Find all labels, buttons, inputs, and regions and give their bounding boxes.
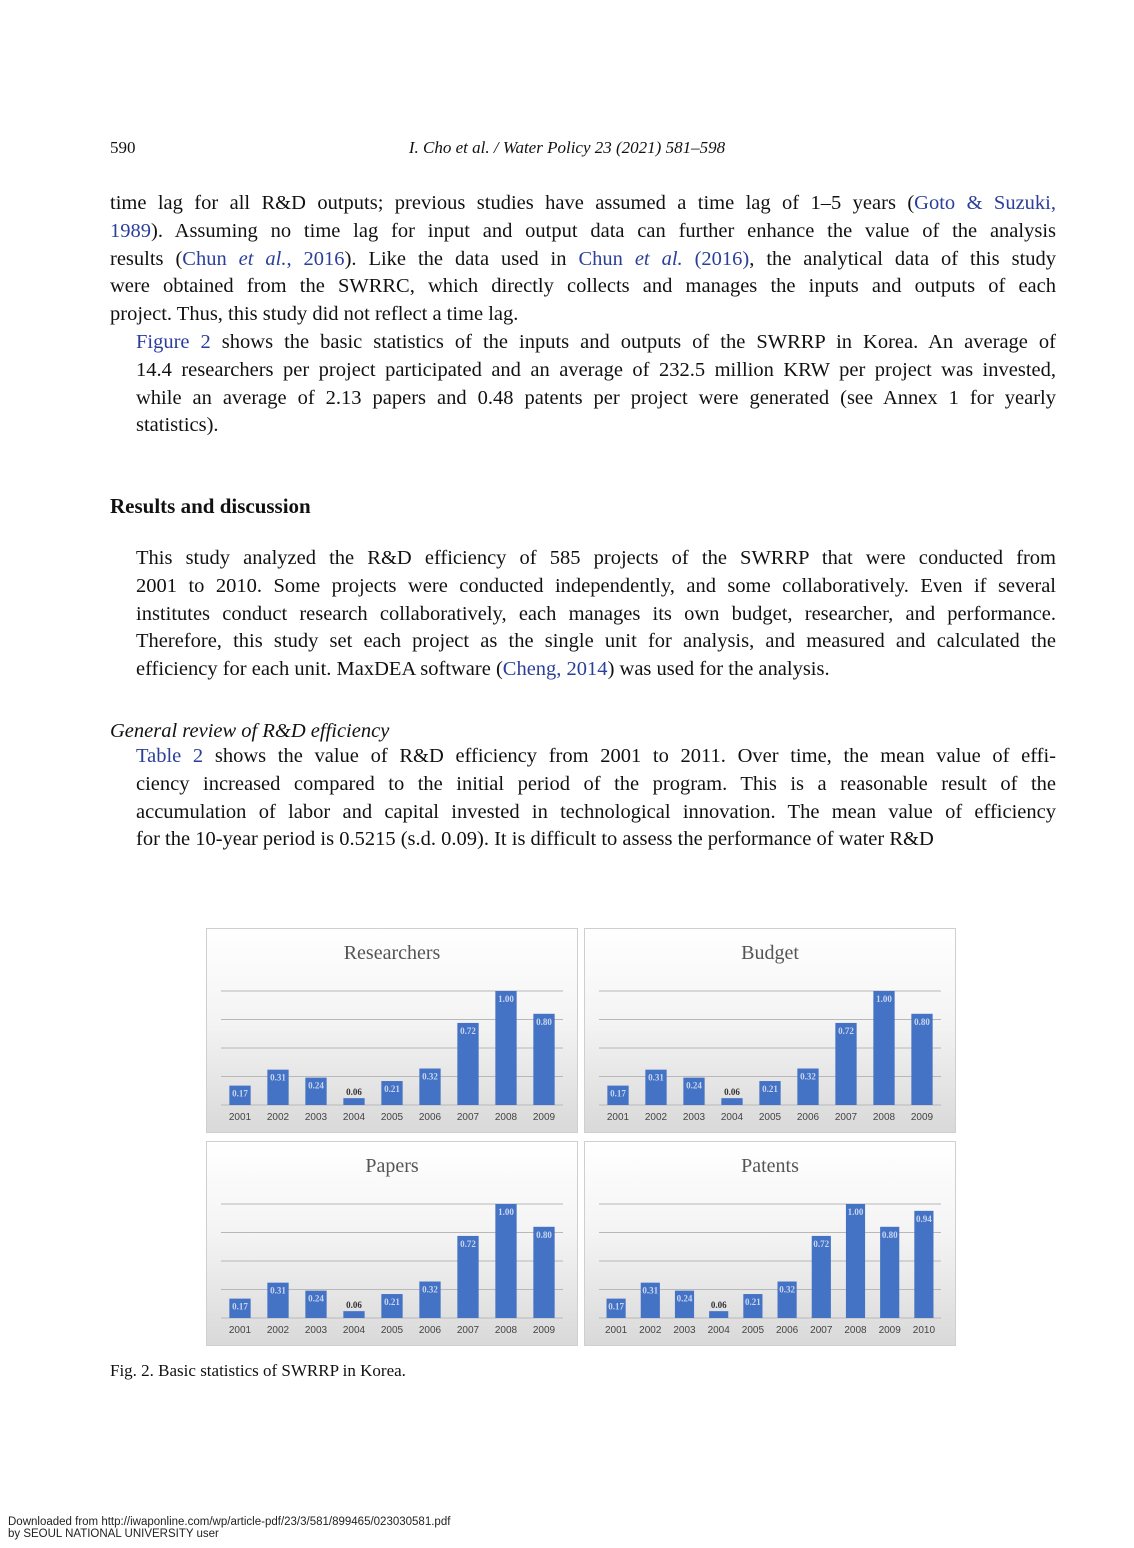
x-tick-label: 2009	[532, 1112, 556, 1123]
data-label: 0.21	[384, 1297, 400, 1308]
text-line	[110, 273, 1056, 301]
text-line	[110, 826, 1056, 854]
bar-2009	[533, 1227, 554, 1318]
data-label: 0.72	[460, 1238, 476, 1249]
data-label: 0.21	[762, 1084, 778, 1095]
data-label: 0.24	[308, 1293, 324, 1304]
paragraph-study-analysis	[110, 545, 1056, 684]
citation-link[interactable]: Goto & Suzuki,	[914, 192, 1056, 214]
data-label: 0.80	[881, 1229, 898, 1240]
chart-panel-patents	[584, 1141, 956, 1346]
x-tick-label: 2001	[606, 1112, 630, 1123]
text-run: ) was used for the analysis.	[607, 658, 830, 681]
running-header-citation: I. Cho et al. / Water Policy 23 (2021) 581–598	[408, 138, 726, 157]
figure-caption: Fig. 2. Basic statistics of SWRRP in Korea.	[110, 1361, 406, 1380]
chart-panel-researchers	[206, 928, 578, 1133]
x-tick-label: 2003	[682, 1112, 706, 1123]
x-tick-label: 2003	[304, 1325, 328, 1336]
data-label: 0.72	[838, 1025, 854, 1036]
citation-link[interactable]: Chun	[182, 247, 239, 270]
text-run: institutes conduct research collaboratively, each manages its own budget, researcher, and performance.	[136, 602, 1056, 625]
bar-2004	[343, 1311, 364, 1318]
x-tick-label: 2007	[456, 1325, 480, 1336]
bar-2004	[721, 1098, 742, 1105]
data-label: 0.31	[270, 1285, 286, 1296]
chart-title: Budget	[741, 942, 799, 964]
data-label: 1.00	[876, 994, 892, 1004]
x-tick-label: 2001	[604, 1325, 628, 1336]
x-tick-label: 2002	[266, 1325, 290, 1336]
data-label: 0.80	[536, 1016, 552, 1027]
text-run: time lag for all R&D outputs; previous studies have assumed a time lag of 1–5 years (	[110, 192, 915, 214]
paragraph-efficiency-review	[110, 743, 1056, 854]
x-tick-label: 2005	[380, 1325, 404, 1336]
citation-link[interactable]: , 2016	[286, 247, 345, 270]
x-tick-label: 2008	[494, 1112, 518, 1123]
x-tick-label: 2009	[910, 1112, 934, 1123]
x-tick-label: 2008	[872, 1112, 896, 1123]
bar-chart-svg	[585, 929, 955, 1132]
x-tick-label: 2005	[380, 1112, 404, 1123]
data-label: 0.24	[686, 1080, 702, 1091]
text-line	[110, 771, 1056, 799]
chart-title: Patents	[741, 1155, 799, 1177]
x-tick-label: 2001	[228, 1325, 252, 1336]
bar-2010	[914, 1211, 933, 1318]
bar-2008	[495, 1204, 516, 1318]
citation-link[interactable]: et al.	[238, 247, 287, 270]
data-label: 0.32	[779, 1284, 795, 1295]
data-label: 0.31	[270, 1072, 286, 1083]
data-label: 0.06	[346, 1087, 362, 1098]
x-tick-label: 2002	[266, 1112, 290, 1123]
data-label: 0.32	[800, 1071, 816, 1082]
text-run: ciency increased compared to the initial period of the program. This is a reasonable result of the	[136, 772, 1056, 795]
text-run: 2001 to 2010. Some projects were conducted independently, and some collaboratively. Even if several	[136, 574, 1056, 597]
x-tick-label: 2006	[796, 1112, 820, 1123]
x-tick-label: 2004	[707, 1325, 730, 1336]
x-tick-label: 2003	[304, 1112, 328, 1123]
citation-link[interactable]: Figure 2	[136, 331, 211, 353]
bar-2004	[709, 1311, 728, 1318]
data-label: 0.80	[914, 1016, 930, 1027]
x-tick-label: 2006	[418, 1112, 442, 1123]
text-line	[110, 601, 1056, 629]
text-run: ). Like the data used in	[344, 247, 579, 270]
x-tick-label: 2007	[456, 1112, 480, 1123]
x-tick-label: 2004	[720, 1112, 744, 1123]
text-line	[110, 799, 1056, 827]
text-line	[110, 357, 1056, 385]
section-heading: Results and discussion	[110, 494, 311, 518]
x-tick-label: 2002	[644, 1112, 668, 1123]
text-run: while an average of 2.13 papers and 0.48 patents per project were generated (see Annex 1 for yearly	[136, 386, 1056, 409]
bar-2009	[911, 1014, 932, 1105]
text-line	[110, 329, 1056, 357]
x-tick-label: 2010	[912, 1325, 936, 1336]
chart-title: Researchers	[343, 942, 441, 964]
text-run: accumulation of labor and capital invested in technological innovation. The mean value of efficiency	[136, 800, 1056, 823]
data-label: 0.21	[384, 1084, 400, 1095]
data-label: 0.94	[916, 1213, 932, 1224]
text-run: , the analytical data of this study	[749, 247, 1057, 270]
data-label: 0.17	[608, 1301, 624, 1312]
download-footer	[8, 1516, 450, 1540]
chart-title: Papers	[365, 1155, 419, 1177]
data-label: 0.06	[346, 1300, 362, 1311]
text-run: project. Thus, this study did not reflect a time lag.	[110, 303, 519, 326]
data-label: 0.72	[813, 1238, 830, 1249]
text-run: 14.4 researchers per project participated and an average of 232.5 million KRW per project was invested,	[136, 358, 1056, 381]
data-label: 0.32	[422, 1284, 438, 1295]
x-tick-label: 2005	[741, 1325, 765, 1336]
text-run: Therefore, this study set each project as the single unit for analysis, and measured and calculated the	[136, 630, 1056, 653]
chart-panel-papers	[206, 1141, 578, 1346]
bar-2004	[343, 1098, 364, 1105]
x-tick-label: 2002	[639, 1325, 662, 1336]
citation-link[interactable]: (2016)	[682, 247, 750, 270]
footer-user: by SEOUL NATIONAL UNIVERSITY user	[8, 1528, 219, 1540]
citation-link[interactable]: Cheng, 2014	[502, 658, 608, 681]
data-label: 0.17	[232, 1088, 248, 1099]
bar-chart-svg	[207, 929, 577, 1132]
data-label: 0.06	[724, 1087, 740, 1098]
text-run: ). Assuming no time lag for input and output data can further enhance the value of the analysis	[151, 219, 1056, 242]
citation-link[interactable]: Chun	[578, 247, 635, 270]
bar-2009	[533, 1014, 554, 1105]
data-label: 0.31	[648, 1072, 664, 1083]
text-line	[110, 545, 1056, 573]
x-tick-label: 2007	[810, 1325, 833, 1336]
data-label: 0.17	[232, 1301, 248, 1312]
text-run: statistics).	[136, 414, 219, 437]
data-label: 1.00	[847, 1207, 864, 1217]
data-label: 0.24	[308, 1080, 324, 1091]
text-run: shows the basic statistics of the inputs and outputs of the SWRRP in Korea. An average of	[210, 331, 1056, 353]
x-tick-label: 2009	[878, 1325, 901, 1336]
x-tick-label: 2006	[775, 1325, 799, 1336]
text-run: shows the value of R&D efficiency from 2001 to 2011. Over time, the mean value of effi-	[203, 745, 1057, 767]
text-line	[110, 573, 1056, 601]
x-tick-label: 2007	[834, 1112, 858, 1123]
text-line	[110, 301, 1056, 329]
text-line	[110, 218, 1056, 246]
text-run: results (	[110, 247, 183, 270]
data-label: 0.32	[422, 1071, 438, 1082]
text-run: efficiency for each unit. MaxDEA software (	[136, 658, 503, 681]
text-line	[110, 190, 1056, 218]
x-tick-label: 2008	[494, 1325, 518, 1336]
data-label: 1.00	[498, 994, 514, 1004]
footer-download-url: Downloaded from http://iwaponline.com/wp/article-pdf/23/3/581/899465/023030581.pdf	[8, 1516, 451, 1528]
text-line	[110, 743, 1056, 771]
subsection-heading: General review of R&D efficiency	[110, 720, 390, 742]
paragraph-time-lag	[110, 190, 1056, 329]
text-line	[110, 246, 1056, 274]
data-label: 0.06	[710, 1300, 727, 1311]
bar-2008	[495, 991, 516, 1105]
x-tick-label: 2001	[228, 1112, 252, 1123]
data-label: 0.31	[642, 1285, 659, 1296]
x-tick-label: 2006	[418, 1325, 442, 1336]
paragraph-figure2-summary	[110, 329, 1056, 440]
citation-link[interactable]: Table 2	[136, 745, 204, 767]
page-number: 590	[110, 138, 136, 157]
data-label: 0.80	[536, 1229, 552, 1240]
data-label: 0.21	[745, 1297, 761, 1308]
bar-chart-svg	[585, 1142, 955, 1345]
text-run: for the 10-year period is 0.5215 (s.d. 0.09). It is difficult to assess the performance of water R&D	[136, 828, 934, 851]
x-tick-label: 2004	[342, 1325, 366, 1336]
bar-chart-svg	[207, 1142, 577, 1345]
x-tick-label: 2008	[844, 1325, 867, 1336]
x-tick-label: 2005	[758, 1112, 782, 1123]
data-label: 0.24	[676, 1293, 693, 1304]
data-label: 1.00	[498, 1207, 514, 1217]
text-run: This study analyzed the R&D efficiency of 585 projects of the SWRRP that were conducted from	[136, 547, 1056, 569]
text-line	[110, 412, 1056, 440]
citation-link[interactable]: et al.	[634, 247, 683, 270]
text-line	[110, 628, 1056, 656]
x-tick-label: 2009	[532, 1325, 556, 1336]
bar-2008	[846, 1204, 865, 1318]
text-line	[110, 656, 1056, 684]
data-label: 0.17	[610, 1088, 626, 1099]
bar-2009	[880, 1227, 899, 1318]
citation-link[interactable]: 1989	[110, 219, 151, 242]
text-line	[110, 385, 1056, 413]
bar-2008	[873, 991, 894, 1105]
x-tick-label: 2003	[673, 1325, 696, 1336]
data-label: 0.72	[460, 1025, 476, 1036]
text-run: were obtained from the SWRRC, which directly collects and manages the inputs and outputs of each	[110, 275, 1056, 298]
x-tick-label: 2004	[342, 1112, 366, 1123]
chart-panel-budget	[584, 928, 956, 1133]
